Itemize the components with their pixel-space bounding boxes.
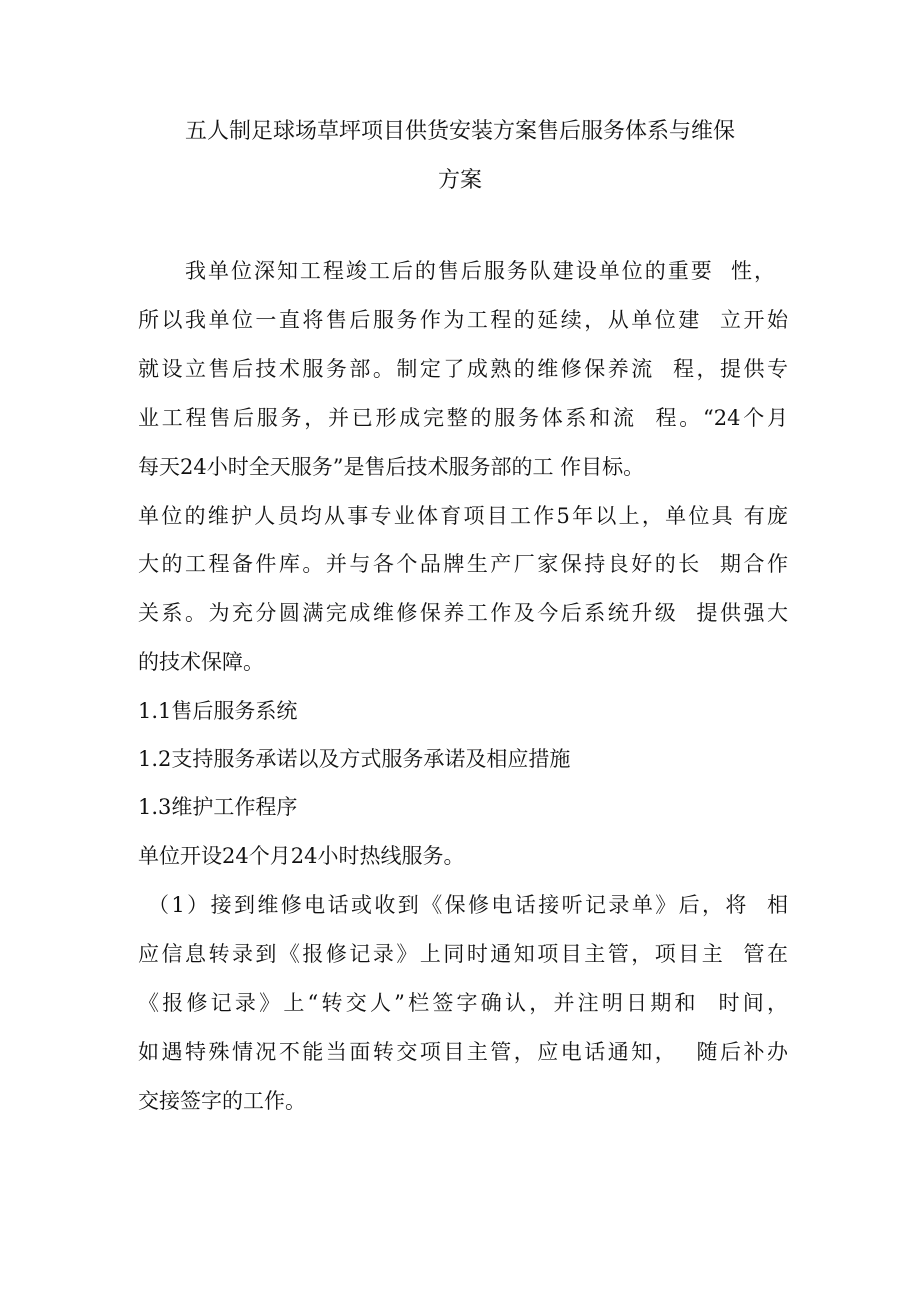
paragraph-line: 业工程售后服务，并已形成完整的服务体系和流 程。“24个月 bbox=[138, 406, 788, 430]
paragraph-line: 交接签字的工作。 bbox=[138, 1089, 306, 1113]
document-title-line-2: 方案 bbox=[437, 168, 482, 193]
paragraph-line: 每天24小时全天服务”是售后技术服务部的工 作目标。 bbox=[138, 455, 645, 479]
paragraph-line: 应信息转录到《报修记录》上同时通知项目主管，项目主 管在 bbox=[138, 942, 788, 966]
paragraph-line: （1）接到维修电话或收到《保修电话接听记录单》后，将 相 bbox=[148, 893, 788, 917]
document-title-line-1: 五人制足球场草坪项目供货安装方案售后服务体系与维保 bbox=[184, 119, 735, 144]
paragraph-line: 大的工程备件库。并与各个品牌生产厂家保持良好的长 期合作 bbox=[138, 552, 788, 576]
section-heading: 1.2支持服务承诺以及方式服务承诺及相应措施 bbox=[138, 747, 571, 771]
paragraph-line: 所以我单位一直将售后服务作为工程的延续，从单位建 立开始 bbox=[138, 308, 788, 332]
paragraph-line: 单位开设24个月24小时热线服务。 bbox=[138, 844, 465, 868]
paragraph-line: 我单位深知工程竣工后的售后服务队建设单位的重要 性， bbox=[185, 259, 775, 283]
section-heading: 1.3维护工作程序 bbox=[138, 795, 298, 819]
paragraph-line: 如遇特殊情况不能当面转交项目主管，应电话通知， 随后补办 bbox=[138, 1040, 788, 1064]
paragraph-line: 就设立售后技术服务部。制定了成熟的维修保养流 程，提供专 bbox=[138, 357, 788, 381]
paragraph-line: 关系。为充分圆满完成维修保养工作及今后系统升级 提供强大 bbox=[138, 601, 788, 625]
section-heading: 1.1售后服务系统 bbox=[138, 699, 298, 723]
paragraph-line: 单位的维护人员均从事专业体育项目工作5年以上，单位具 有庞 bbox=[138, 504, 788, 528]
paragraph-line: 《报修记录》上“转交人”栏签字确认，并注明日期和 时间， bbox=[138, 991, 788, 1015]
paragraph-line: 的技术保障。 bbox=[138, 650, 264, 674]
